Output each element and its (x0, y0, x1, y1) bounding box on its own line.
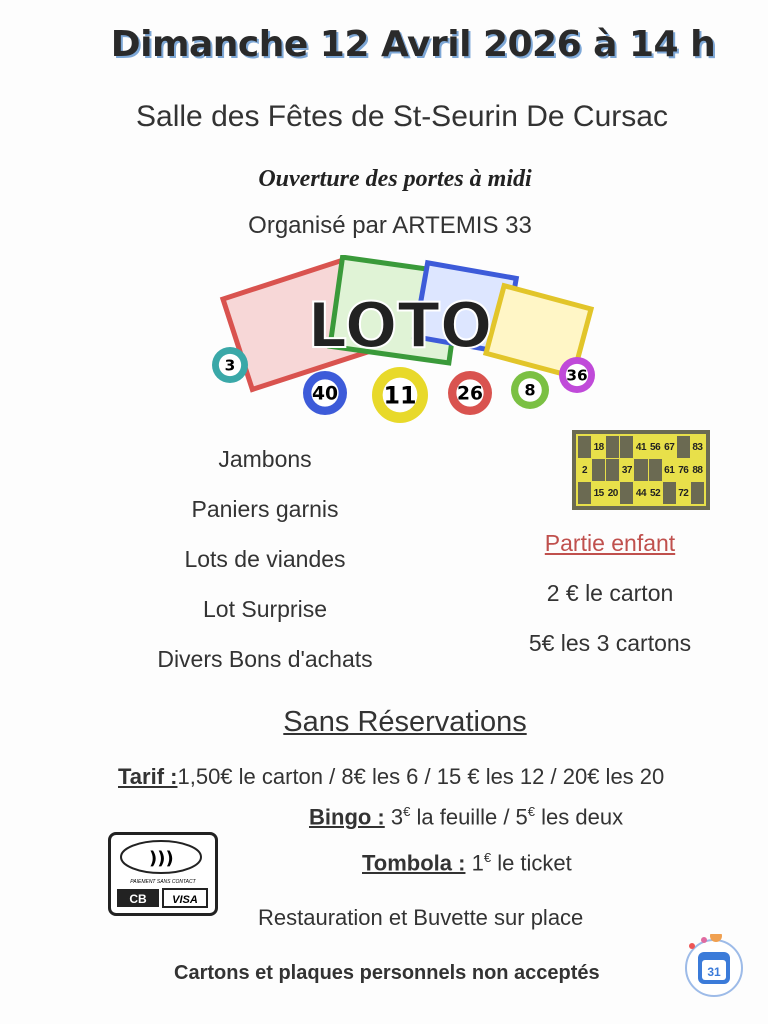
card-number: 67 (664, 441, 675, 453)
prize-item: Paniers garnis (191, 496, 339, 522)
visa-logo: VISA (172, 894, 198, 906)
tombola-text: le ticket (491, 850, 572, 876)
card-number: 88 (692, 464, 703, 476)
bingo-price-2: 5 (515, 804, 528, 830)
no-reservation-heading: Sans Réservations (283, 706, 527, 738)
card-number: 2 (582, 464, 588, 476)
bingo-ball (372, 367, 428, 423)
euro-sup: € (483, 850, 492, 865)
card-number: 37 (621, 464, 632, 476)
ball-number: 26 (456, 383, 484, 405)
card-blank-cell (578, 436, 591, 458)
bingo-text-1: la feuille / (410, 804, 516, 830)
prize-item: Lot Surprise (202, 596, 327, 622)
card-number: 72 (678, 487, 689, 499)
calendar-badge[interactable] (682, 934, 746, 998)
card-number: 83 (692, 441, 703, 453)
card-blank-cell (634, 459, 647, 481)
card-blank-cell (677, 436, 690, 458)
contactless-payment-logo (108, 832, 218, 916)
bingo-card-image (572, 430, 710, 510)
card-blank-cell (578, 482, 591, 504)
card-number: 18 (593, 441, 604, 453)
bingo-ball (448, 371, 492, 415)
tarif-text: 1,50€ le carton / 8€ les 6 / 15 € les 12 / 20€ les 20 (177, 764, 665, 789)
tarif-label: Tarif : (118, 764, 178, 789)
kids-price-single: 2 € le carton (546, 580, 674, 606)
ball-number: 8 (524, 380, 536, 400)
ball-number: 36 (566, 366, 588, 385)
loto-text: LOTO (307, 289, 493, 362)
bingo-ball (303, 371, 347, 415)
card-number: 15 (593, 487, 604, 499)
event-date-title: Dimanche 12 Avril 2026 à 14 h (110, 24, 716, 65)
prize-item: Jambons (218, 446, 312, 472)
card-blank-cell (620, 482, 633, 504)
bingo-label: Bingo : (309, 804, 385, 830)
card-number: 56 (650, 441, 661, 453)
bingo-ball (511, 371, 549, 409)
tarif-line (118, 764, 664, 790)
card-blank-cell (592, 459, 605, 481)
organizer: Organisé par ARTEMIS 33 (248, 212, 532, 239)
cb-logo: CB (129, 892, 147, 906)
tombola-price: 1 (471, 850, 484, 876)
card-number: 44 (635, 487, 647, 499)
card-number: 76 (678, 464, 689, 476)
euro-sup: € (527, 804, 536, 819)
bingo-line (309, 804, 623, 830)
card-blank-cell (691, 482, 704, 504)
card-blank-cell (649, 459, 662, 481)
doors-opening: Ouverture des portes à midi (258, 166, 532, 192)
card-blank-cell (606, 436, 619, 458)
prize-item: Lots de viandes (184, 546, 346, 572)
card-number: 20 (607, 487, 618, 499)
svg-text:))): ))) (149, 848, 174, 869)
card-blank-cell (663, 482, 676, 504)
calendar-icon: 31 (707, 965, 721, 979)
footer-note: Cartons et plaques personnels non acceptés (174, 962, 600, 984)
euro-sup: € (403, 804, 411, 819)
card-blank-cell (620, 436, 633, 458)
loto-logo (195, 255, 605, 425)
restauration: Restauration et Buvette sur place (258, 905, 584, 930)
card-blank-cell (606, 459, 619, 481)
tombola-line (362, 850, 572, 876)
card-number: 61 (664, 464, 675, 476)
card-number: 52 (650, 487, 661, 499)
bingo-ball (212, 347, 248, 383)
kids-game-title: Partie enfant (544, 530, 676, 556)
venue: Salle des Fêtes de St-Seurin De Cursac (136, 100, 668, 133)
bingo-text-2: les deux (535, 804, 624, 830)
card-number: 41 (635, 441, 647, 453)
ball-number: 11 (383, 381, 417, 410)
bingo-price-1: 3 (390, 804, 404, 830)
payment-caption: PAIEMENT SANS CONTACT (130, 879, 196, 885)
kids-price-three: 5€ les 3 cartons (528, 630, 692, 656)
ball-number: 40 (311, 383, 339, 405)
prize-item: Divers Bons d'achats (157, 646, 373, 672)
bingo-ball (559, 357, 595, 393)
ball-number: 3 (224, 356, 236, 375)
tombola-label: Tombola : (362, 850, 466, 876)
